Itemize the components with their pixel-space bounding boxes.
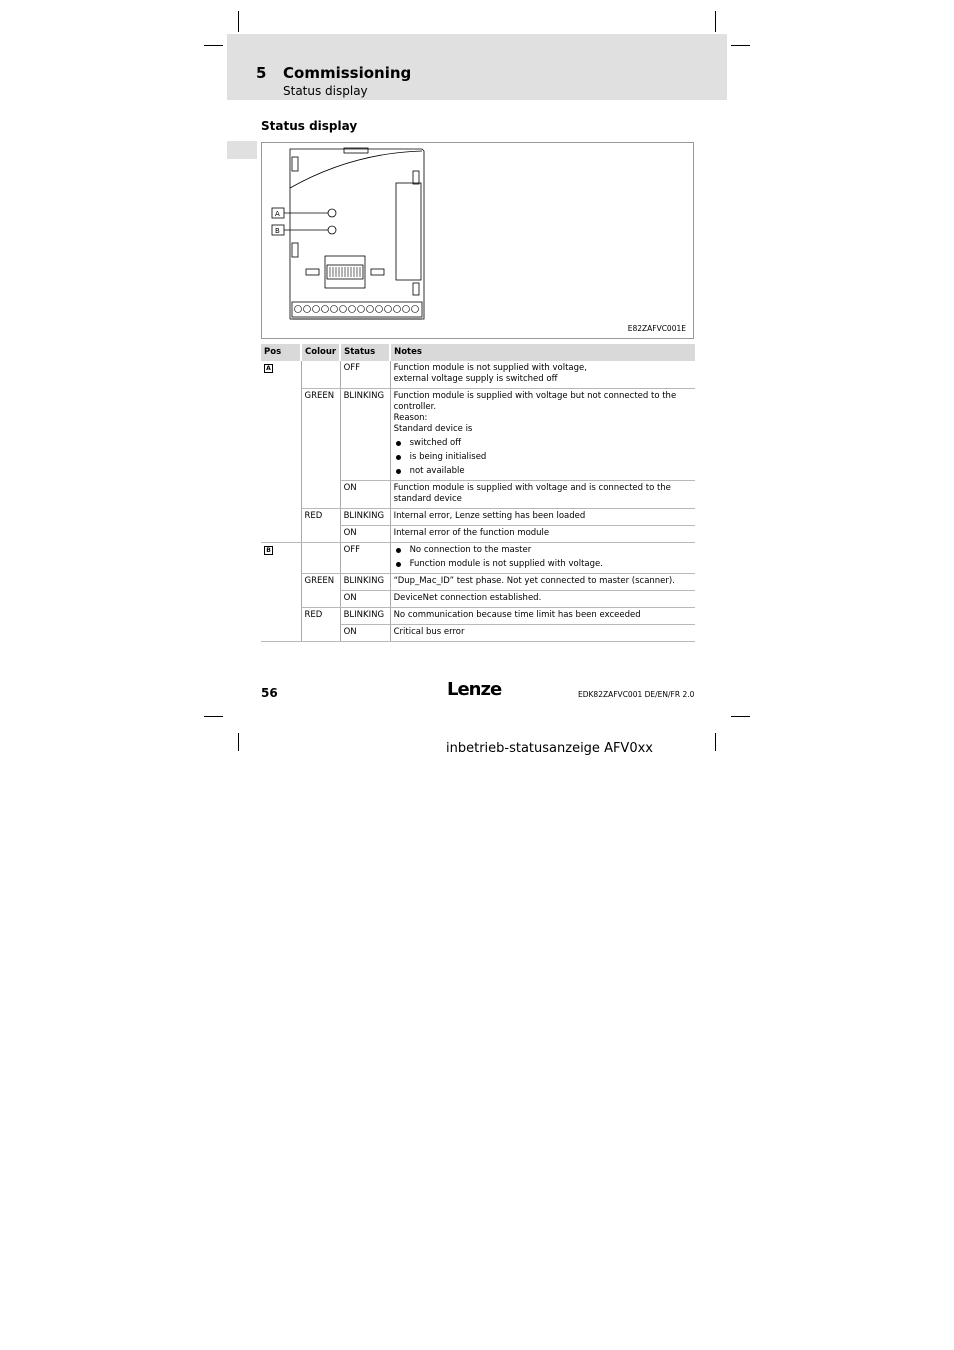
notes-cell: Internal error of the function module xyxy=(390,526,695,543)
header-status: Status xyxy=(340,344,390,361)
status-cell: OFF xyxy=(340,543,390,574)
colour-cell: GREEN xyxy=(301,574,340,608)
crop-mark xyxy=(731,716,750,717)
lenze-logo: Lenze xyxy=(447,679,502,700)
note-line: Function module is not supplied with voltage, xyxy=(393,363,587,373)
notes-cell: Function module is supplied with voltage and is connected to the standard device xyxy=(390,481,695,509)
pos-badge-b: B xyxy=(264,546,273,555)
device-drawing xyxy=(262,143,695,340)
colour-cell: RED xyxy=(301,608,340,642)
notes-cell: Internal error, Lenze setting has been loaded xyxy=(390,509,695,526)
notes-cell: Critical bus error xyxy=(390,625,695,642)
note-line: Standard device is xyxy=(393,424,473,434)
table-row xyxy=(261,389,695,481)
status-cell: ON xyxy=(340,526,390,543)
pos-cell xyxy=(261,543,301,642)
colour-cell: GREEN xyxy=(301,389,340,509)
chapter-subtitle: Status display xyxy=(283,84,368,98)
figure-code: E82ZAFVC001E xyxy=(627,324,686,333)
table-row xyxy=(261,361,695,389)
note-line: Reason: xyxy=(393,413,428,423)
colour-cell xyxy=(301,543,340,574)
header-colour: Colour xyxy=(301,344,340,361)
bullet-item: switched off xyxy=(394,438,692,449)
page-number: 56 xyxy=(261,686,278,700)
bullet-item: not available xyxy=(394,466,692,477)
bullet-item: is being initialised xyxy=(394,452,692,463)
table-row xyxy=(261,608,695,625)
colour-cell: RED xyxy=(301,509,340,543)
chapter-title: Commissioning xyxy=(283,64,412,82)
side-tab xyxy=(227,141,257,159)
header-pos: Pos xyxy=(261,344,301,361)
figure-label-a: A xyxy=(275,210,280,218)
crop-mark xyxy=(238,733,239,751)
chapter-number: 5 xyxy=(256,64,267,82)
section-title: Status display xyxy=(261,119,358,133)
footer-caption: inbetrieb-statusanzeige AFV0xx xyxy=(446,741,653,756)
table-row xyxy=(261,509,695,526)
bullet-item: No connection to the master xyxy=(394,545,692,556)
crop-mark xyxy=(731,45,750,46)
table-header-row xyxy=(261,344,695,361)
status-cell: BLINKING xyxy=(340,509,390,526)
status-cell: ON xyxy=(340,591,390,608)
colour-cell xyxy=(301,361,340,389)
status-cell: OFF xyxy=(340,361,390,389)
notes-cell: No communication because time limit has been exceeded xyxy=(390,608,695,625)
pos-badge-a: A xyxy=(264,364,273,373)
table-row xyxy=(261,574,695,591)
status-cell: ON xyxy=(340,625,390,642)
crop-mark xyxy=(715,733,716,751)
figure-label-b: B xyxy=(275,227,280,235)
notes-cell: DeviceNet connection established. xyxy=(390,591,695,608)
notes-cell xyxy=(390,361,695,389)
header-notes: Notes xyxy=(390,344,695,361)
crop-mark xyxy=(204,716,223,717)
document-id: EDK82ZAFVC001 DE/EN/FR 2.0 xyxy=(578,690,695,699)
notes-cell xyxy=(390,543,695,574)
pos-cell xyxy=(261,361,301,543)
status-table xyxy=(261,344,695,642)
status-cell: BLINKING xyxy=(340,608,390,625)
status-cell: BLINKING xyxy=(340,574,390,591)
notes-cell xyxy=(390,389,695,481)
status-cell: ON xyxy=(340,481,390,509)
table-row xyxy=(261,543,695,574)
crop-mark xyxy=(238,11,239,32)
note-line: external voltage supply is switched off xyxy=(393,374,558,384)
status-cell: BLINKING xyxy=(340,389,390,481)
crop-mark xyxy=(204,45,223,46)
notes-cell: “Dup_Mac_ID” test phase. Not yet connected to master (scanner). xyxy=(390,574,695,591)
device-figure xyxy=(261,142,694,339)
bullet-item: Function module is not supplied with voltage. xyxy=(394,559,692,570)
crop-mark xyxy=(715,11,716,32)
note-line: Function module is supplied with voltage but not connected to the controller. xyxy=(393,391,677,412)
